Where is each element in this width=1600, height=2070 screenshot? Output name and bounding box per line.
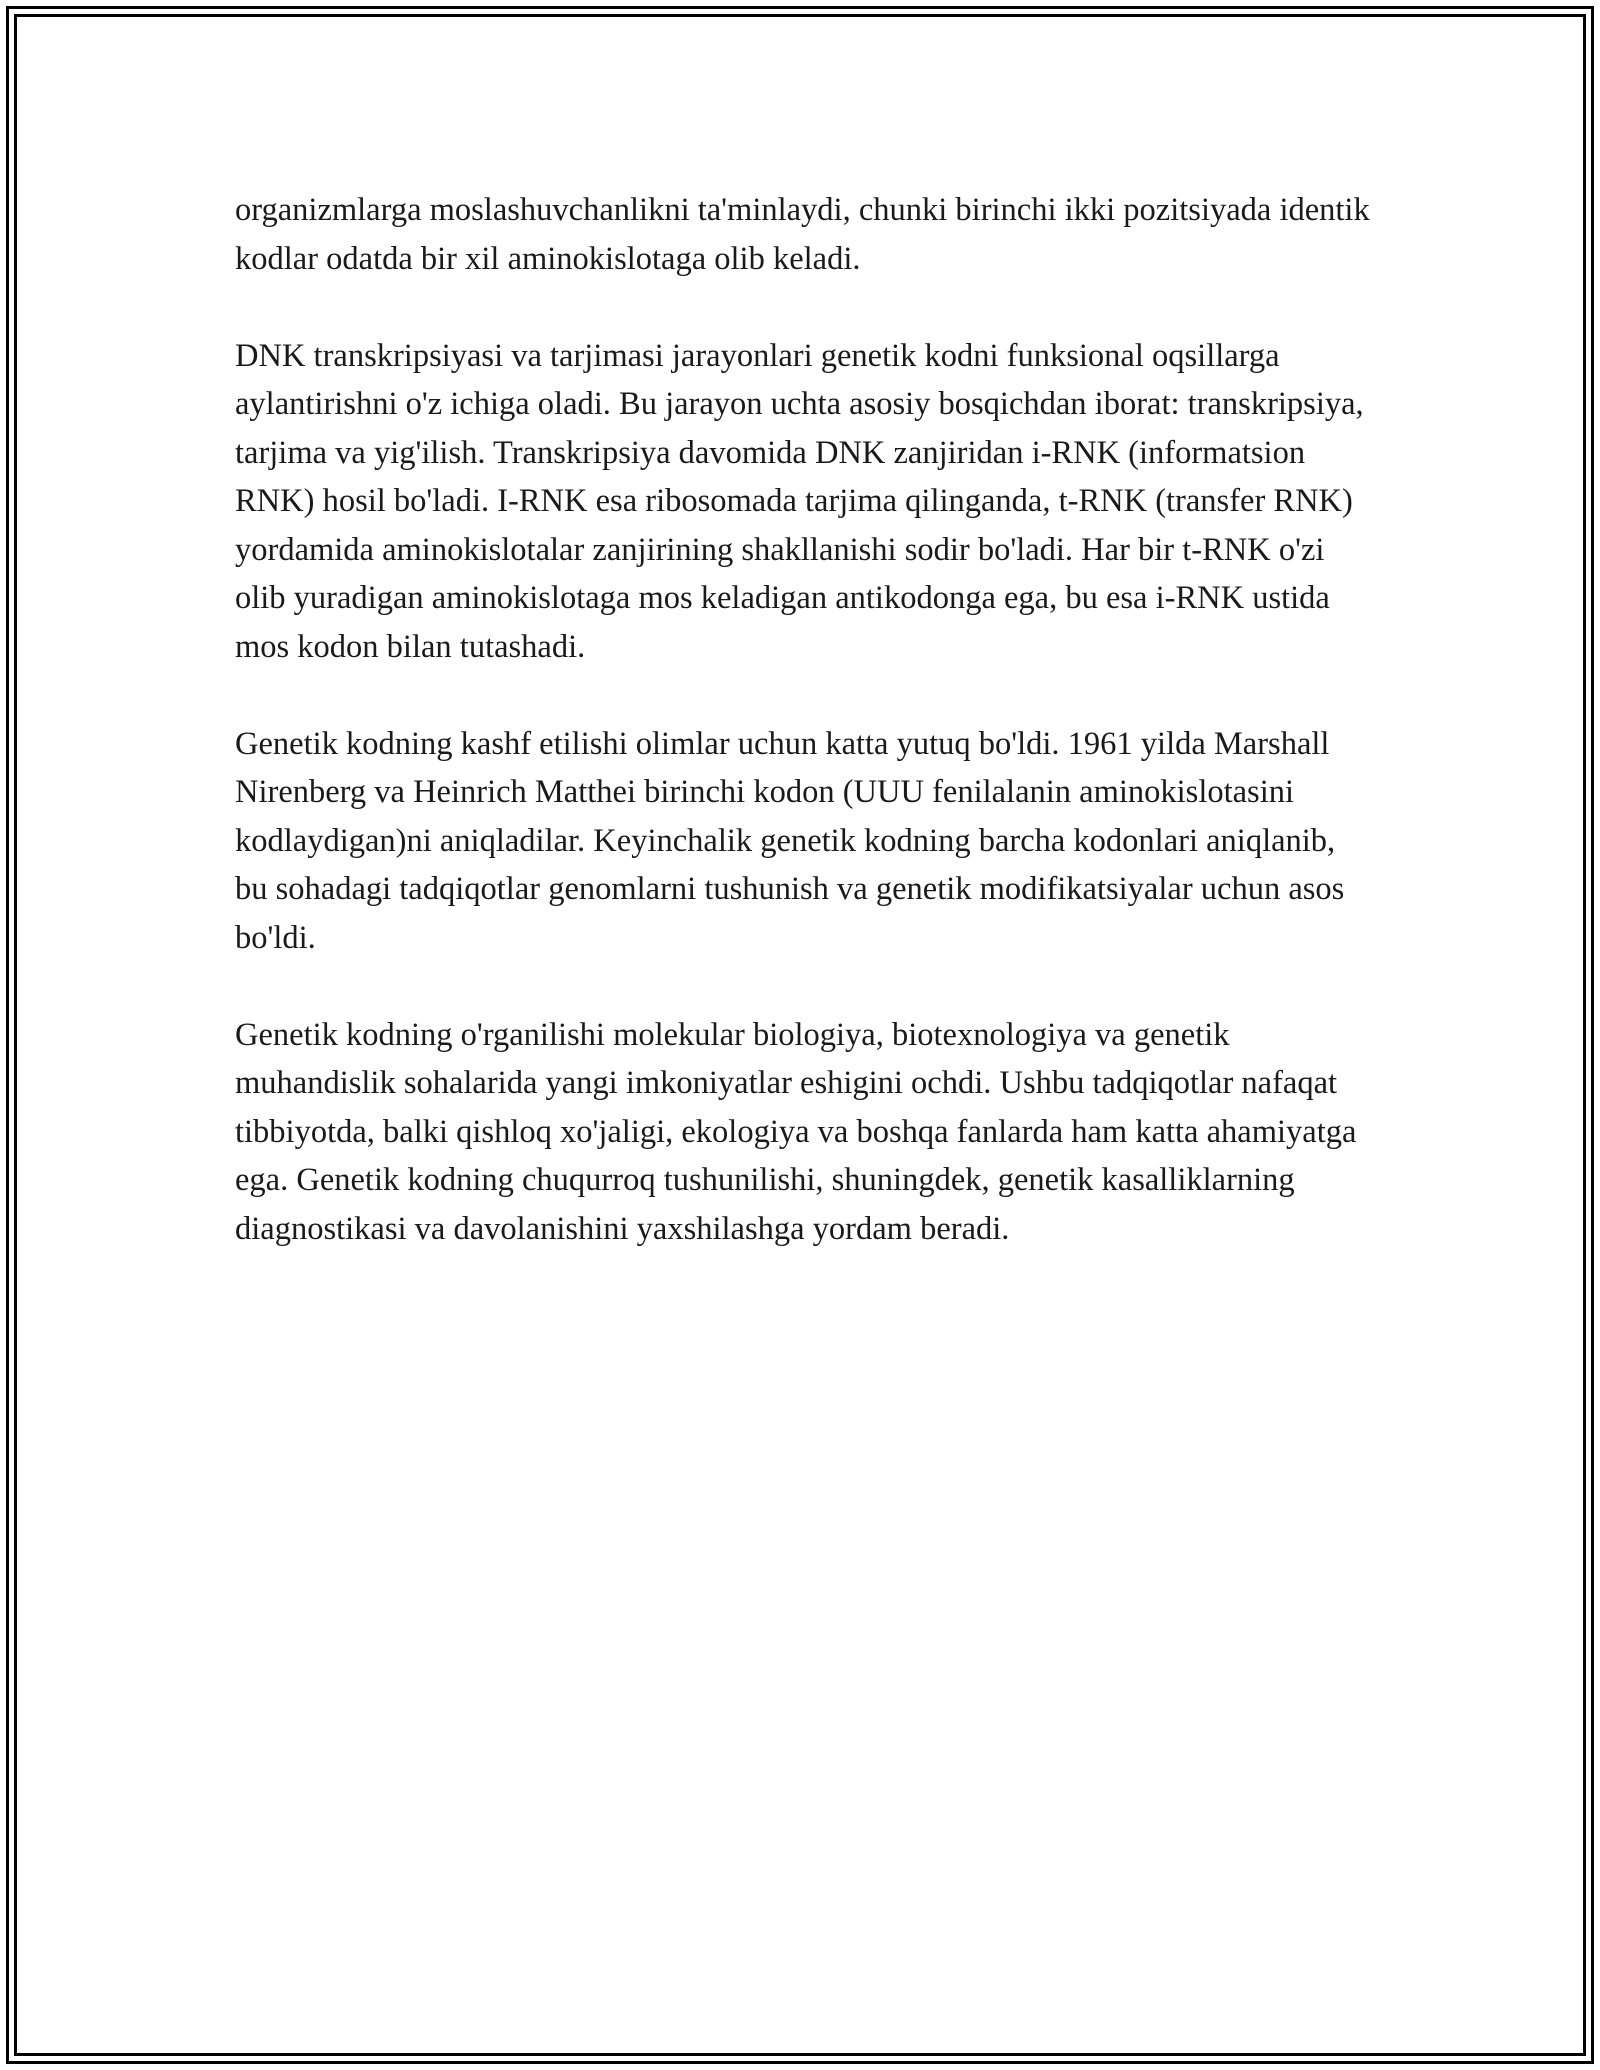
paragraph-1: organizmlarga moslashuvchanlikni ta'minlaydi, chunki birinchi ikki pozitsiyada identik kodlar odatda bir xil aminokislotaga olib keladi.: [235, 192, 1370, 277]
paragraph-2: DNK transkripsiyasi va tarjimasi jarayonlari genetik kodni funksional oqsillarga aylantirishni o'z ichiga oladi. Bu jarayon uchta asosiy bosqichdan iborat: transkripsiya, tarjima va yig'ilish. Transkripsiya davomida DNK zanjiridan i-RNK (informatsion RNK) hosil bo'ladi. I-RNK esa ribosomada tarjima qilinganda, t-RNK (transfer RNK) yordamida aminokislotalar zanjirining shakllanishi sodir bo'ladi. Har bir t-RNK o'zi olib yuradigan aminokislotaga mos keladigan antikodonga ega, bu esa i-RNK ustida mos kodon bilan tutashadi.: [235, 337, 1364, 665]
document-body: [235, 186, 1375, 1302]
paragraph-4: Genetik kodning o'rganilishi molekular biologiya, biotexnologiya va genetik muhandislik sohalarida yangi imkoniyatlar eshigini ochdi. Ushbu tadqiqotlar nafaqat tibbiyotda, balki qishloq xo'jaligi, ekologiya va boshqa fanlarda ham katta ahamiyatga ega. Genetik kodning chuqurroq tushunilishi, shuningdek, genetik kasalliklarning diagnostikasi va davolanishini yaxshilashga yordam beradi.: [235, 1016, 1357, 1247]
paragraph-3: Genetik kodning kashf etilishi olimlar uchun katta yutuq bo'ldi. 1961 yilda Marshall Nirenberg va Heinrich Matthei birinchi kodon (UUU fenilalanin aminokislotasini kodlaydigan)ni aniqladilar. Keyinchalik genetik kodning barcha kodonlari aniqlanib, bu sohadagi tadqiqotlar genomlarni tushunish va genetik modifikatsiyalar uchun asos bo'ldi.: [235, 725, 1345, 956]
